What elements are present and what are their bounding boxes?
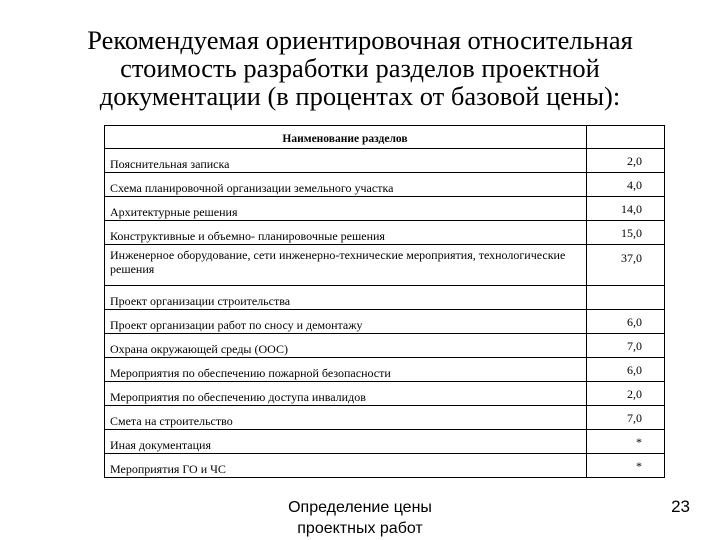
row-name: Схема планировочной организации земельного участка: [105, 173, 587, 196]
header-value-cell: [587, 126, 664, 148]
row-name: Проект организации строительства: [105, 286, 587, 309]
footer-line-2: проектных работ: [297, 520, 423, 537]
table-row: [105, 429, 664, 453]
row-name: Мероприятия по обеспечению доступа инвалидов: [105, 382, 587, 405]
table-row: [105, 381, 664, 405]
row-value: 4,0: [627, 178, 642, 192]
cost-table: [104, 125, 665, 478]
table-row: [105, 220, 664, 244]
row-value: 2,0: [627, 387, 642, 401]
row-name: Проект организации работ по сносу и демонтажу: [105, 310, 587, 333]
table-row: [105, 453, 664, 477]
row-name: Мероприятия по обеспечению пожарной безопасности: [105, 358, 587, 381]
table-row: [105, 172, 664, 196]
table-row: [105, 333, 664, 357]
row-value: 7,0: [627, 339, 642, 353]
row-value: 37,0: [621, 251, 642, 265]
row-name: Иная документация: [105, 430, 587, 453]
row-name: Инженерное оборудование, сети инженерно-технические мероприятия, технологические решения: [105, 245, 587, 285]
table-row: [105, 148, 664, 172]
row-value: *: [636, 459, 642, 473]
table-row: [105, 285, 664, 309]
table-row: [105, 244, 664, 285]
table-row: [105, 405, 664, 429]
row-value: 2,0: [627, 154, 642, 168]
row-name: Конструктивные и объемно- планировочные решения: [105, 221, 587, 244]
table-row: [105, 357, 664, 381]
row-name: Смета на строительство: [105, 406, 587, 429]
row-value: [587, 286, 664, 309]
slide-title: [40, 26, 680, 110]
title-line-3: документации (в процентах от базовой цены):: [99, 81, 621, 111]
table-header-row: [105, 126, 664, 148]
row-value: 14,0: [621, 202, 642, 216]
row-name: Пояснительная записка: [105, 149, 587, 172]
row-name: Мероприятия ГО и ЧС: [105, 454, 587, 477]
row-value: 6,0: [627, 315, 642, 329]
title-line-2: стоимость разработки разделов проектной: [120, 53, 600, 83]
slide-footer: [270, 497, 450, 539]
row-name: Архитектурные решения: [105, 197, 587, 220]
row-value: 15,0: [621, 226, 642, 240]
table-row: [105, 196, 664, 220]
row-value: 7,0: [627, 411, 642, 425]
header-name-cell: Наименование разделов: [105, 126, 587, 148]
row-value: *: [636, 435, 642, 449]
row-value: 6,0: [627, 363, 642, 377]
page-number: 23: [671, 497, 690, 516]
table-row: [105, 309, 664, 333]
footer-line-1: Определение цены: [288, 499, 432, 516]
title-line-1: Рекомендуемая ориентировочная относительная: [87, 25, 633, 55]
row-name: Охрана окружающей среды (ООС): [105, 334, 587, 357]
